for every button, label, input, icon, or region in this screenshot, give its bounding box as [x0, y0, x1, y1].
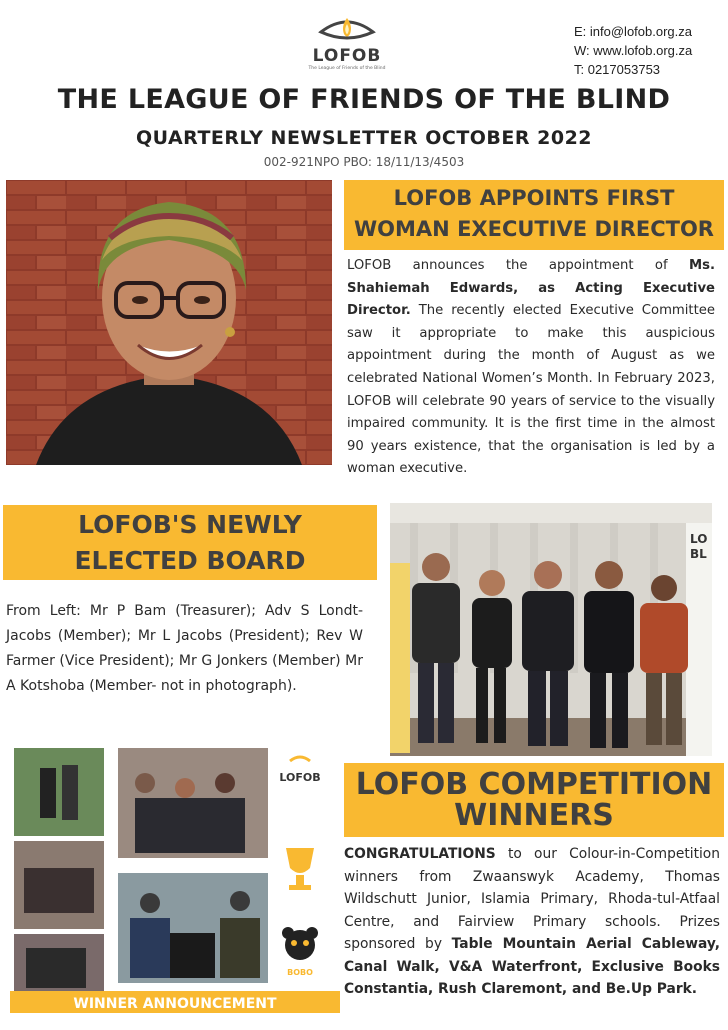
contact-phone: T: 0217053753: [574, 62, 661, 77]
text-run-bold: CONGRATULATIONS: [344, 846, 496, 862]
newsletter-title: THE LEAGUE OF FRIENDS OF THE BLIND: [57, 84, 671, 115]
heading-line: LOFOB COMPETITION: [355, 767, 713, 802]
contact-block: [574, 22, 692, 79]
contact-email[interactable]: E: info@lofob.org.za: [574, 24, 692, 39]
competition-paragraph: [344, 843, 720, 1001]
section-heading-appointment: [344, 180, 724, 250]
section-heading-competition: [344, 763, 724, 837]
registration-number: 002-921NPO PBO: 18/11/13/4503: [263, 155, 465, 169]
bear-label: BOBO: [287, 968, 313, 977]
board-paragraph: From Left: Mr P Bam (Treasurer); Adv S Londt-Jacobs (Member); Mr L Jacobs (President); Rev W Farmer (Vice President); Mr G Jonkers (Member) Mr A Kotshoba (Member- not in photograph).: [6, 603, 363, 694]
text-run: LOFOB announces the appointment of: [347, 258, 690, 273]
text-run-bold: Ms. Shahiemah Edwards, as Acting Executive Director.: [347, 258, 715, 319]
executive-director-photo: [6, 180, 332, 465]
heading-line: WINNERS: [454, 798, 614, 833]
collage-banner-text: WINNER ANNOUNCEMENT: [73, 996, 277, 1012]
heading-line: LOFOB'S NEWLY: [78, 510, 302, 539]
eye-flame-icon: [317, 10, 377, 46]
logo-tagline: The League of Friends of the Blind: [308, 66, 386, 71]
heading-line: WOMAN EXECUTIVE DIRECTOR: [354, 217, 714, 241]
board-group-photo: [390, 503, 712, 756]
backdrop-text: LO: [690, 532, 708, 546]
heading-line: ELECTED BOARD: [74, 546, 306, 575]
appointment-paragraph: [347, 255, 715, 481]
section-heading-board: [3, 505, 377, 580]
contact-website[interactable]: W: www.lofob.org.za: [574, 43, 693, 58]
logo-wordmark: LOFOB: [312, 46, 382, 66]
heading-line: LOFOB APPOINTS FIRST: [393, 186, 675, 210]
collage-logo: LOFOB: [279, 771, 321, 784]
text-run-bold: Table Mountain Aerial Cableway, Canal Walk, V&A Waterfront, Exclusive Books Constantia, Rush Claremont, and Be.Up Park.: [344, 936, 720, 997]
winner-announcement-collage: [10, 743, 340, 1018]
text-run: to our Colour-in-Competition winners from Zwaanswyk Academy, Thomas Wildschutt Junior, Islamia Primary, Rhoda-tul-Atfaal Centre, and Fairview Primary schools. Prizes sponsored by: [344, 846, 720, 952]
lofob-logo: [305, 10, 389, 78]
text-run: The recently elected Executive Committee saw it appropriate to make this auspicious appointment during the month of August as we celebrated National Women’s Month. In February 2023, LOFOB will celebrate 90 years of service to the visually impaired community. It is the first time in the almost 90 years existence, that the organisation is led by a woman executive.: [347, 303, 715, 477]
newsletter-subtitle: QUARTERLY NEWSLETTER OCTOBER 2022: [135, 127, 593, 149]
svg-text:BL: BL: [690, 547, 707, 561]
